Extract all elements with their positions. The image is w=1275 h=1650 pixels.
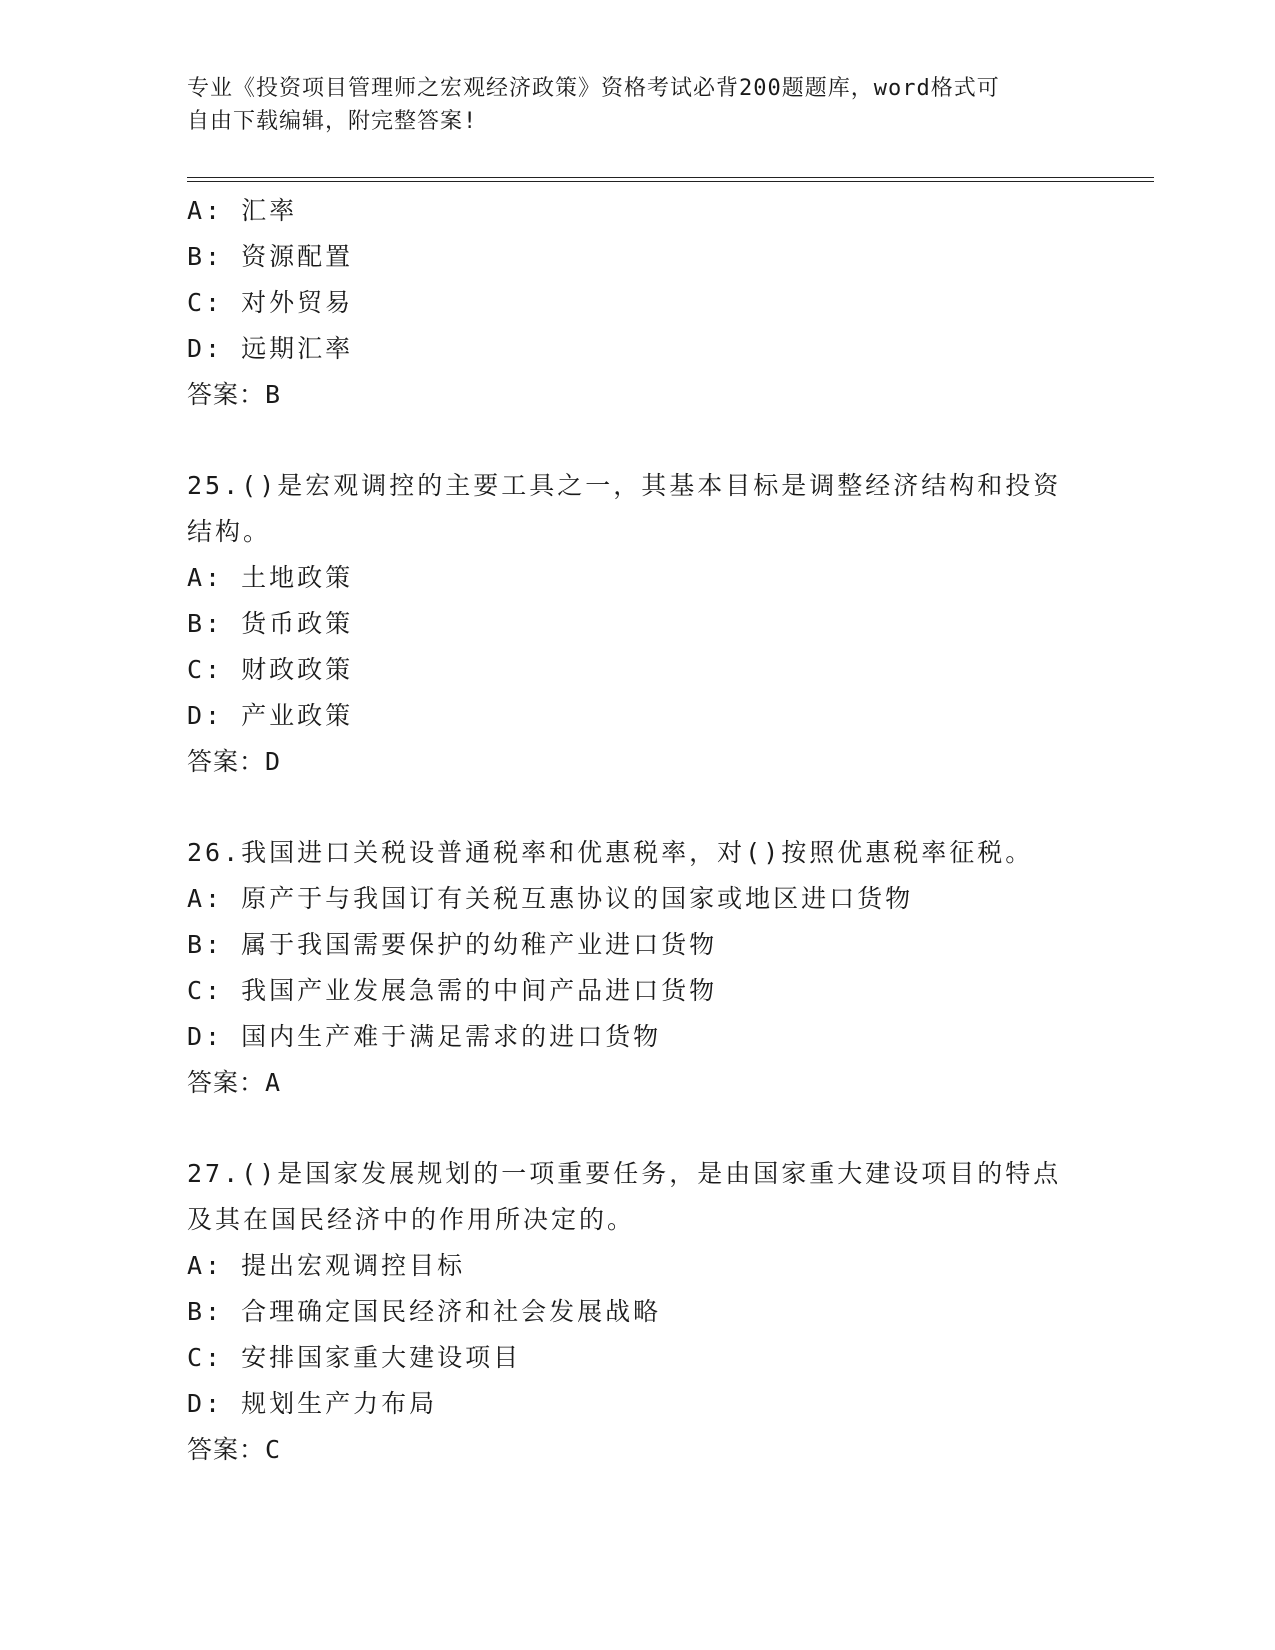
option-d: D: 产业政策: [187, 701, 354, 730]
option-d: D: 远期汇率: [187, 334, 354, 363]
question-25: [187, 463, 1087, 785]
answer-line: [187, 739, 1087, 785]
question-list: [187, 188, 1087, 1473]
answer-line: [187, 1427, 1087, 1473]
answer-line: [187, 1060, 1087, 1106]
question-stem-line-1: 25.()是宏观调控的主要工具之一，其基本目标是调整经济结构和投资: [187, 471, 1062, 500]
option-c: C: 我国产业发展急需的中间产品进口货物: [187, 976, 718, 1005]
answer-value: D: [265, 747, 282, 776]
answer-label: 答案：: [187, 1068, 266, 1097]
question-stem-line-1: 26.我国进口关税设普通税率和优惠税率，对()按照优惠税率征税。: [187, 838, 1034, 867]
answer-value: A: [265, 1068, 282, 1097]
option-b: B: 货币政策: [187, 609, 354, 638]
answer-label: 答案：: [187, 380, 266, 409]
question-continued: [187, 188, 1087, 418]
question-stem-line-1: 27.()是国家发展规划的一项重要任务，是由国家重大建设项目的特点: [187, 1159, 1062, 1188]
answer-value: C: [265, 1435, 282, 1464]
option-d: D: 规划生产力布局: [187, 1389, 438, 1418]
option-c: C: 对外贸易: [187, 288, 354, 317]
document-header: [187, 72, 1087, 138]
header-line-1: 专业《投资项目管理师之宏观经济政策》资格考试必背200题题库，word格式可: [187, 76, 1000, 101]
answer-label: 答案：: [187, 1435, 266, 1464]
answer-label: 答案：: [187, 747, 266, 776]
option-b: B: 属于我国需要保护的幼稚产业进口货物: [187, 930, 718, 959]
question-26: [187, 830, 1087, 1106]
header-divider: [187, 177, 1154, 182]
question-stem-line-2: 结构。: [187, 517, 272, 546]
option-d: D: 国内生产难于满足需求的进口货物: [187, 1022, 662, 1051]
option-c: C: 财政政策: [187, 655, 354, 684]
question-stem-line-2: 及其在国民经济中的作用所决定的。: [187, 1205, 636, 1234]
header-line-2: 自由下载编辑，附完整答案!: [187, 109, 478, 134]
question-27: [187, 1151, 1087, 1473]
option-a: A: 土地政策: [187, 563, 354, 592]
answer-value: B: [265, 380, 282, 409]
option-b: B: 合理确定国民经济和社会发展战略: [187, 1297, 662, 1326]
option-a: A: 原产于与我国订有关税互惠协议的国家或地区进口货物: [187, 884, 914, 913]
option-c: C: 安排国家重大建设项目: [187, 1343, 522, 1372]
option-a: A: 汇率: [187, 196, 298, 225]
option-a: A: 提出宏观调控目标: [187, 1251, 466, 1280]
option-b: B: 资源配置: [187, 242, 354, 271]
answer-line: [187, 372, 1087, 418]
